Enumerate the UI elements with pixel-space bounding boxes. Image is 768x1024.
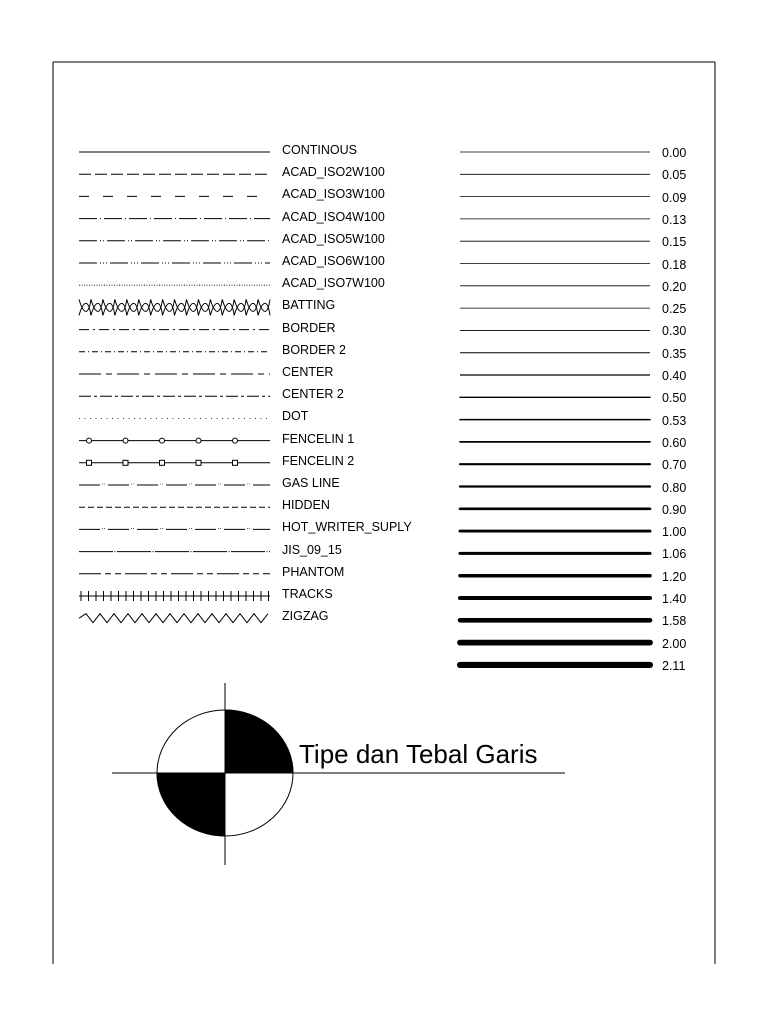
lineweight-label: 0.80 bbox=[662, 480, 687, 495]
lineweight-label: 2.00 bbox=[662, 636, 687, 651]
linetype-label: CONTINOUS bbox=[282, 143, 357, 157]
linetype-label: BORDER 2 bbox=[282, 342, 346, 357]
lineweight-label: 0.53 bbox=[662, 413, 687, 428]
lineweight-label: 2.11 bbox=[662, 658, 686, 673]
lineweight-label: 0.09 bbox=[662, 190, 687, 205]
linetype-label: CENTER 2 bbox=[282, 387, 344, 402]
linetype-label: BATTING bbox=[282, 298, 336, 313]
linetype-sample bbox=[79, 438, 270, 443]
lineweight-label: 1.06 bbox=[662, 547, 687, 562]
lineweight-label: 0.15 bbox=[662, 235, 687, 250]
linetype-label: JIS_09_15 bbox=[282, 542, 342, 557]
linetype-samples bbox=[79, 152, 270, 623]
lineweight-label: 1.40 bbox=[662, 592, 687, 606]
linetype-label: ACAD_ISO6W100 bbox=[282, 254, 385, 268]
lineweight-label: 0.40 bbox=[662, 369, 687, 383]
linetype-label: FENCELIN 1 bbox=[282, 431, 355, 446]
linetype-sample bbox=[79, 460, 270, 465]
lineweight-label: 1.20 bbox=[662, 569, 687, 584]
lineweight-label: 0.90 bbox=[662, 502, 687, 517]
linetype-label: PHANTOM bbox=[282, 564, 345, 579]
linetype-label: ACAD_ISO2W100 bbox=[282, 165, 385, 180]
lineweight-samples bbox=[460, 152, 650, 665]
lineweight-label: 0.18 bbox=[662, 257, 687, 272]
lineweight-label: 0.00 bbox=[662, 146, 687, 160]
linetype-label: GAS LINE bbox=[282, 476, 340, 490]
title-symbol bbox=[112, 683, 565, 865]
lineweight-label: 0.25 bbox=[662, 302, 687, 317]
linetype-sample bbox=[79, 614, 268, 623]
lineweight-label: 0.13 bbox=[662, 212, 687, 227]
drawing-title: Tipe dan Tebal Garis bbox=[299, 739, 538, 769]
lineweight-label: 0.35 bbox=[662, 346, 687, 361]
lineweight-label: 0.60 bbox=[662, 435, 687, 450]
linetype-label: ACAD_ISO4W100 bbox=[282, 209, 385, 224]
linetype-sample bbox=[79, 484, 270, 485]
lineweight-label: 0.70 bbox=[662, 458, 687, 473]
linetype-label: ACAD_ISO5W100 bbox=[282, 231, 385, 246]
linetype-sample bbox=[79, 528, 270, 529]
linetype-sample bbox=[79, 591, 270, 601]
linetype-label: BORDER bbox=[282, 320, 336, 335]
linetype-label: HIDDEN bbox=[282, 498, 330, 513]
linetype-label: TRACKS bbox=[282, 587, 333, 601]
linetype-label: ZIGZAG bbox=[282, 609, 329, 624]
linetype-label: CENTER bbox=[282, 365, 334, 379]
lineweight-label: 0.50 bbox=[662, 391, 687, 406]
lineweight-label: 1.00 bbox=[662, 525, 687, 540]
symbol-quadrant-upper-right bbox=[225, 710, 293, 773]
symbol-quadrant-lower-left bbox=[157, 773, 225, 836]
linetype-label: DOT bbox=[282, 409, 309, 424]
lineweight-label: 0.05 bbox=[662, 168, 687, 183]
linetype-label: FENCELIN 2 bbox=[282, 453, 355, 468]
lineweight-label: 1.58 bbox=[662, 614, 687, 629]
linetype-label: ACAD_ISO3W100 bbox=[282, 187, 385, 202]
linetype-sample bbox=[79, 299, 270, 315]
linetype-label: ACAD_ISO7W100 bbox=[282, 276, 385, 291]
linetype-label: HOT_WRITER_SUPLY bbox=[282, 520, 412, 535]
lineweight-label: 0.30 bbox=[662, 324, 687, 339]
lineweight-label: 0.20 bbox=[662, 279, 687, 294]
